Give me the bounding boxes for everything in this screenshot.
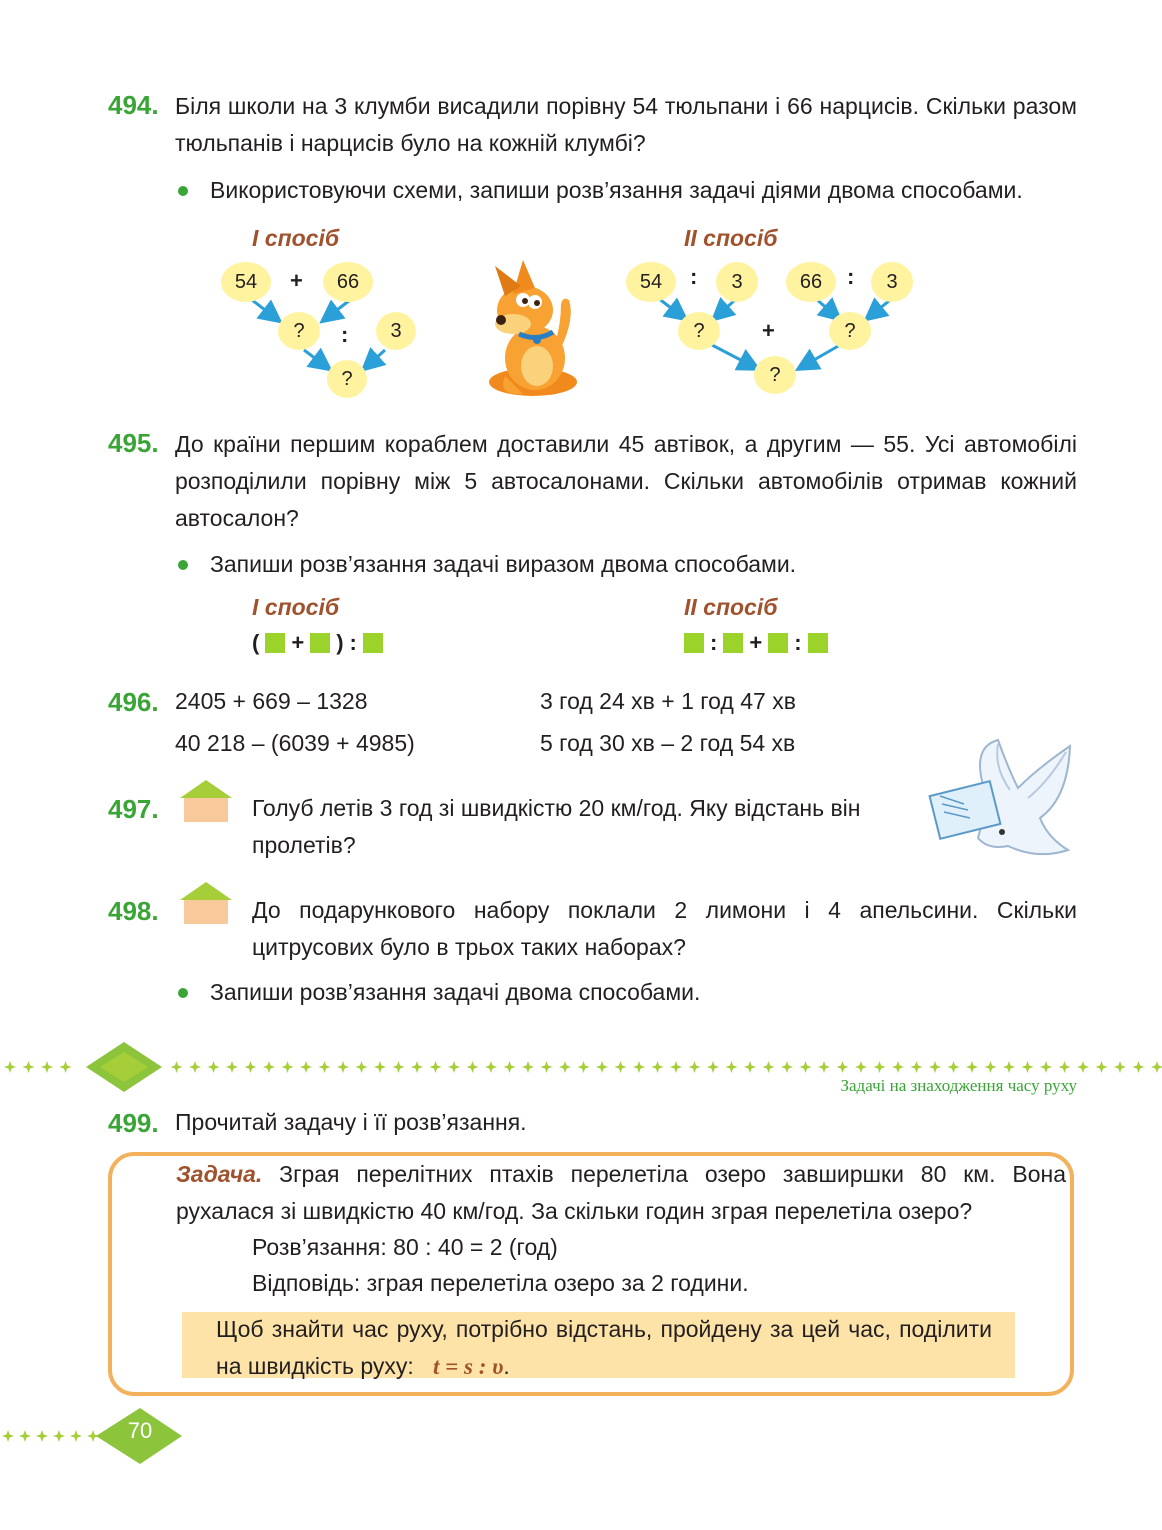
- scheme2-divide-2: :: [847, 264, 855, 289]
- expression-method1: [252, 630, 383, 656]
- divider-star-icon: [1077, 1065, 1089, 1069]
- divider-star-icon: [1040, 1065, 1052, 1069]
- divider-star-icon: [393, 1065, 405, 1069]
- divider-star-icon: [282, 1065, 294, 1069]
- divider-star-icon: [541, 1065, 553, 1069]
- exercise-number-494: 494.: [108, 90, 159, 120]
- expression-item: 2405 + 669 – 1328: [175, 688, 368, 714]
- scheme2-number-3b: 3: [871, 262, 913, 302]
- exercise-number-497: 497.: [108, 794, 159, 824]
- blank-square-icon: [808, 633, 828, 653]
- divider-star-icon: [707, 1065, 719, 1069]
- divider-star-icon: [448, 1065, 460, 1069]
- page-number: 70: [127, 1418, 153, 1443]
- divider-star-icon: [929, 1065, 941, 1069]
- scheme1-plus: +: [290, 268, 303, 293]
- divider-star-icon: [467, 1065, 479, 1069]
- divider-star-icon: [1151, 1065, 1162, 1069]
- scheme2-plus: +: [762, 318, 775, 343]
- blank-square-icon: [265, 633, 285, 653]
- rule-paragraph: [216, 1311, 992, 1385]
- divider-star-icon: [763, 1065, 775, 1069]
- divider-star-icon: [19, 1434, 31, 1438]
- divider-star-icon: [226, 1065, 238, 1069]
- rule-formula-end: .: [503, 1353, 510, 1379]
- solution-text: Розв’язання: 80 : 40 = 2 (год): [252, 1234, 558, 1260]
- expr1-open-paren: (: [252, 630, 260, 655]
- divider-star-icon: [1096, 1065, 1108, 1069]
- bullet-text-498: Запиши розв’язання задачі двома способами.: [210, 979, 701, 1005]
- divider-star-icon: [744, 1065, 756, 1069]
- scheme1-number-3: 3: [376, 312, 416, 350]
- exercise-text-494: Біля школи на 3 клумби висадили порівну 54 тюльпани і 66 нарцисів. Скільки разом тюльпанів і нарцисів було на кожній клумбі?: [175, 93, 1077, 156]
- task-paragraph: [176, 1156, 1066, 1230]
- bullet-icon: [178, 988, 188, 998]
- rule-formula: t = s : υ: [433, 1354, 504, 1379]
- divider-star-icon: [633, 1065, 645, 1069]
- scheme1-question-1: ?: [278, 312, 320, 350]
- scheme1-question-2: ?: [327, 360, 367, 398]
- scheme2-number-66: 66: [786, 262, 836, 302]
- divider-star-icon: [356, 1065, 368, 1069]
- dove-illustration: [928, 738, 1078, 866]
- exercise-text-498: До подарункового набору поклали 2 лимони і 4 апельсини. Скільки цитрусових було в трьох таких наборах?: [252, 897, 1077, 960]
- divider-star-icon: [652, 1065, 664, 1069]
- home-task-icon: [178, 880, 234, 926]
- scheme2-number-54: 54: [626, 262, 676, 302]
- divider-star-icon: [800, 1065, 812, 1069]
- blank-square-icon: [768, 633, 788, 653]
- divider-star-icon: [1114, 1065, 1126, 1069]
- exercise-number-495: 495.: [108, 428, 159, 458]
- method1-label-495: І спосіб: [252, 594, 340, 620]
- scheme2-question-1: ?: [678, 312, 720, 350]
- bullet-icon: [178, 560, 188, 570]
- exercise-number-499: 499.: [108, 1108, 159, 1138]
- divider-star-icon: [430, 1065, 442, 1069]
- divider-star-icon: [855, 1065, 867, 1069]
- exercise-intro-499: Прочитай задачу і її розв’язання.: [175, 1109, 527, 1135]
- home-task-icon: [178, 778, 234, 824]
- bullet-icon: [178, 186, 188, 196]
- method1-label-494: І спосіб: [252, 225, 340, 251]
- expr1-close-paren: ): [336, 630, 344, 655]
- divider-star-icon: [208, 1065, 220, 1069]
- blank-square-icon: [363, 633, 383, 653]
- divider-star-icon: [615, 1065, 627, 1069]
- method2-label-494: ІІ спосіб: [684, 225, 778, 251]
- divider-star-icon: [966, 1065, 978, 1069]
- scheme2-question-2: ?: [829, 312, 871, 350]
- divider-star-icon: [319, 1065, 331, 1069]
- scheme1-number-54: 54: [221, 262, 271, 302]
- divider-star-icon: [689, 1065, 701, 1069]
- expr2-plus: +: [749, 630, 763, 655]
- divider-star-icon: [1003, 1065, 1015, 1069]
- bullet-text-495: Запиши розв’язання задачі виразом двома способами.: [210, 551, 797, 577]
- divider-star-icon: [504, 1065, 516, 1069]
- divider-star-icon: [337, 1065, 349, 1069]
- divider-star-icon: [1059, 1065, 1071, 1069]
- expr2-divide-2: :: [794, 630, 802, 655]
- divider-star-icon: [1133, 1065, 1145, 1069]
- divider-star-icon: [53, 1434, 65, 1438]
- divider-star-icon: [874, 1065, 886, 1069]
- divider-star-icon: [300, 1065, 312, 1069]
- expression-item: 3 год 24 хв + 1 год 47 хв: [540, 688, 796, 714]
- page-number-decor: [0, 1404, 200, 1468]
- blank-square-icon: [723, 633, 743, 653]
- divider-star-icon: [985, 1065, 997, 1069]
- divider-star-icon: [892, 1065, 904, 1069]
- divider-star-icon: [578, 1065, 590, 1069]
- divider-star-icon: [485, 1065, 497, 1069]
- divider-star-icon: [596, 1065, 608, 1069]
- task-text: Зграя перелітних птахів перелетіла озеро завширшки 80 км. Вона рухалася зі швидкістю 40 км/год. За скільки годин зграя перелетіла озеро?: [176, 1161, 1066, 1224]
- scheme2-number-3a: 3: [716, 262, 758, 302]
- section-title: Задачі на знаходження часу руху: [840, 1076, 1077, 1095]
- divider-star-icon: [670, 1065, 682, 1069]
- divider-star-icon: [818, 1065, 830, 1069]
- expr1-plus: +: [291, 630, 305, 655]
- expression-item: 40 218 – (6039 + 4985): [175, 730, 415, 756]
- divider-star-icon: [726, 1065, 738, 1069]
- divider-star-icon: [263, 1065, 275, 1069]
- expr2-divide-1: :: [710, 630, 718, 655]
- divider-star-icon: [781, 1065, 793, 1069]
- divider-star-icon: [171, 1065, 183, 1069]
- scheme1-divide: :: [341, 322, 349, 347]
- exercise-text-497: Голуб летів 3 год зі швидкістю 20 км/год. Яку відстань він пролетів?: [252, 795, 861, 858]
- bullet-text-494: Використовуючи схеми, запиши розв’язання задачі діями двома способами.: [210, 177, 1023, 203]
- divider-star-icon: [948, 1065, 960, 1069]
- task-label: Задача.: [176, 1161, 263, 1187]
- scheme2-divide-1: :: [690, 264, 698, 289]
- exercise-number-496: 496.: [108, 687, 159, 717]
- divider-star-icon: [374, 1065, 386, 1069]
- divider-star-icon: [70, 1434, 82, 1438]
- divider-star-icon: [60, 1065, 72, 1069]
- divider-star-icon: [36, 1434, 48, 1438]
- divider-star-icon: [1022, 1065, 1034, 1069]
- divider-star-icon: [911, 1065, 923, 1069]
- exercise-number-498: 498.: [108, 896, 159, 926]
- divider-star-icon: [23, 1065, 35, 1069]
- dog-illustration: [483, 258, 583, 400]
- divider-star-icon: [559, 1065, 571, 1069]
- divider-star-icon: [4, 1065, 16, 1069]
- exercise-text-495: До країни першим кораблем доставили 45 автівок, а другим — 55. Усі автомобілі розподілили порівну між 5 автосалонами. Скільки автомобілів отримав кожний автосалон?: [175, 431, 1077, 531]
- scheme1-number-66: 66: [323, 262, 373, 302]
- divider-star-icon: [189, 1065, 201, 1069]
- divider-star-icon: [411, 1065, 423, 1069]
- expr1-divide: :: [349, 630, 357, 655]
- scheme2-question-3: ?: [754, 356, 796, 394]
- divider-star-icon: [522, 1065, 534, 1069]
- expression-method2: [684, 630, 828, 656]
- divider-star-icon: [41, 1065, 53, 1069]
- answer-text: Відповідь: зграя перелетіла озеро за 2 години.: [252, 1270, 749, 1296]
- divider-star-icon: [837, 1065, 849, 1069]
- expression-item: 5 год 30 хв – 2 год 54 хв: [540, 730, 796, 756]
- blank-square-icon: [684, 633, 704, 653]
- method2-label-495: ІІ спосіб: [684, 594, 778, 620]
- rule-text: Щоб знайти час руху, потрібно відстань, пройдену за цей час, поділити на швидкість руху:: [216, 1316, 992, 1379]
- divider-star-icon: [245, 1065, 257, 1069]
- blank-square-icon: [310, 633, 330, 653]
- divider-star-icon: [2, 1434, 14, 1438]
